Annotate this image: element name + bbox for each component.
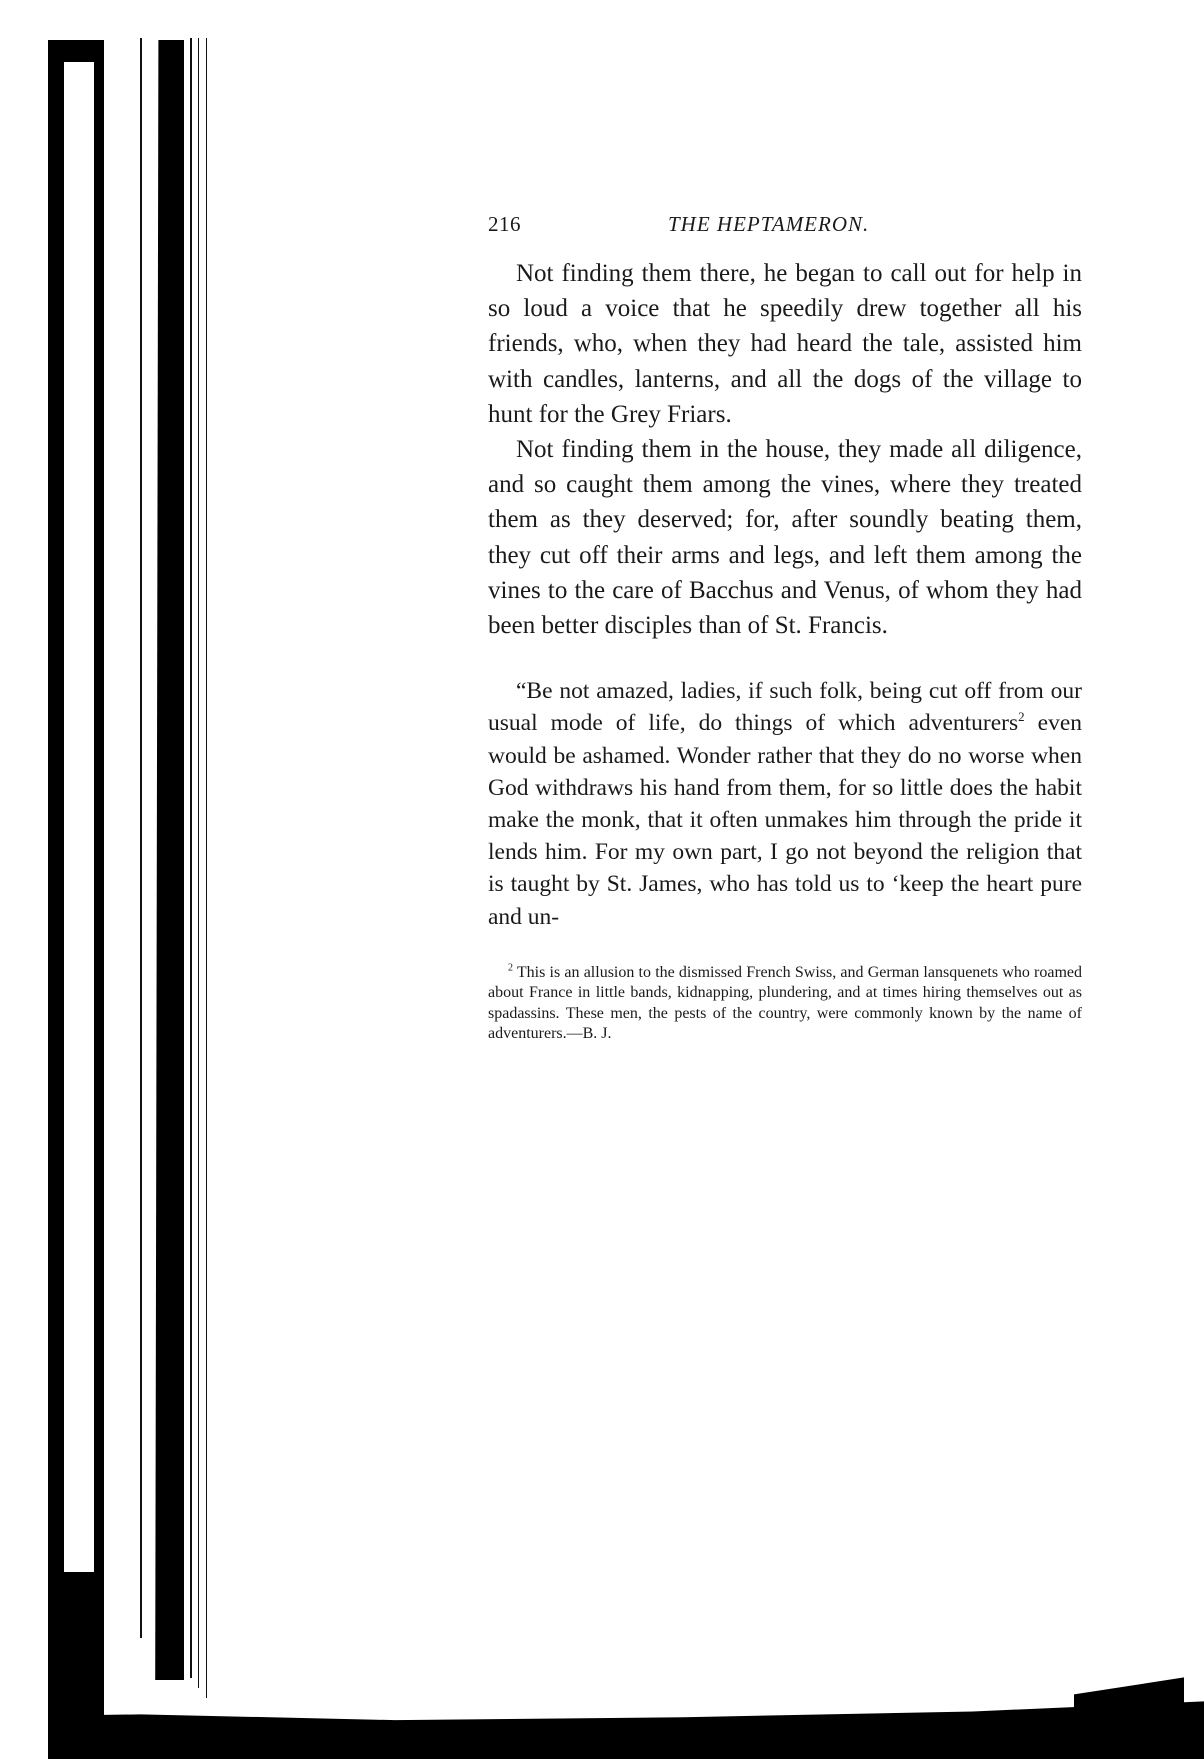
binding-line <box>198 38 199 1688</box>
quote-paragraph <box>488 675 1082 933</box>
main-text <box>488 256 1082 643</box>
footnote-text: This is an allusion to the dismissed French Swiss, and German lansquenets who roamed about France in little bands, kidnapping, plundering, and at times hiring themselves out as spadassins. These men, the pests of the country, were commonly known by the name of adventurers.—B. J. <box>488 963 1082 1043</box>
running-head <box>488 212 1082 242</box>
quote-text-end: even would be ashamed. Wonder rather that they do no worse when God withdraws his hand from them, for so little does the habit make the monk, that it often unmakes him through the pride it lends him. For my own part, I go not beyond the religion that is taught by St. James, who has told us to ‘keep the heart pure and un- <box>488 710 1082 930</box>
binding-line <box>190 38 192 1678</box>
paragraph: Not finding them in the house, they made all diligence, and so caught them among the vines, where they treated them as they deserved; for, after soundly beating them, they cut off their arms and legs, and left them among the vines to the care of Bacchus and Venus, of whom they had been better disciples than of St. Francis. <box>488 436 1082 640</box>
quote-text-start: “Be not amazed, ladies, if such folk, being cut off from our usual mode of life, do things of which adventurers <box>488 678 1082 737</box>
page-number: 216 <box>488 212 521 236</box>
running-title: THE HEPTAMERON. <box>668 212 870 236</box>
scan-bottom-edge <box>48 1687 1204 1759</box>
scan-bottom-right-edge <box>1074 1589 1184 1759</box>
binding-line <box>206 38 207 1698</box>
paragraph: Not finding them there, he began to call out for help in so loud a voice that he speedily drew together all his friends, who, when they had heard the tale, assisted him with candles, lanterns, and all the dogs of the village to hunt for the Grey Friars. <box>488 260 1082 428</box>
quoted-speech <box>488 675 1082 933</box>
binding-gutter-shadow <box>152 40 184 1680</box>
footnote <box>488 963 1082 1045</box>
binding-shadow-gap <box>64 62 94 1572</box>
footnote-reference: 2 <box>1018 709 1025 725</box>
footnote-marker: 2 <box>508 962 513 974</box>
binding-line <box>140 38 142 1638</box>
book-page <box>488 212 1082 1061</box>
